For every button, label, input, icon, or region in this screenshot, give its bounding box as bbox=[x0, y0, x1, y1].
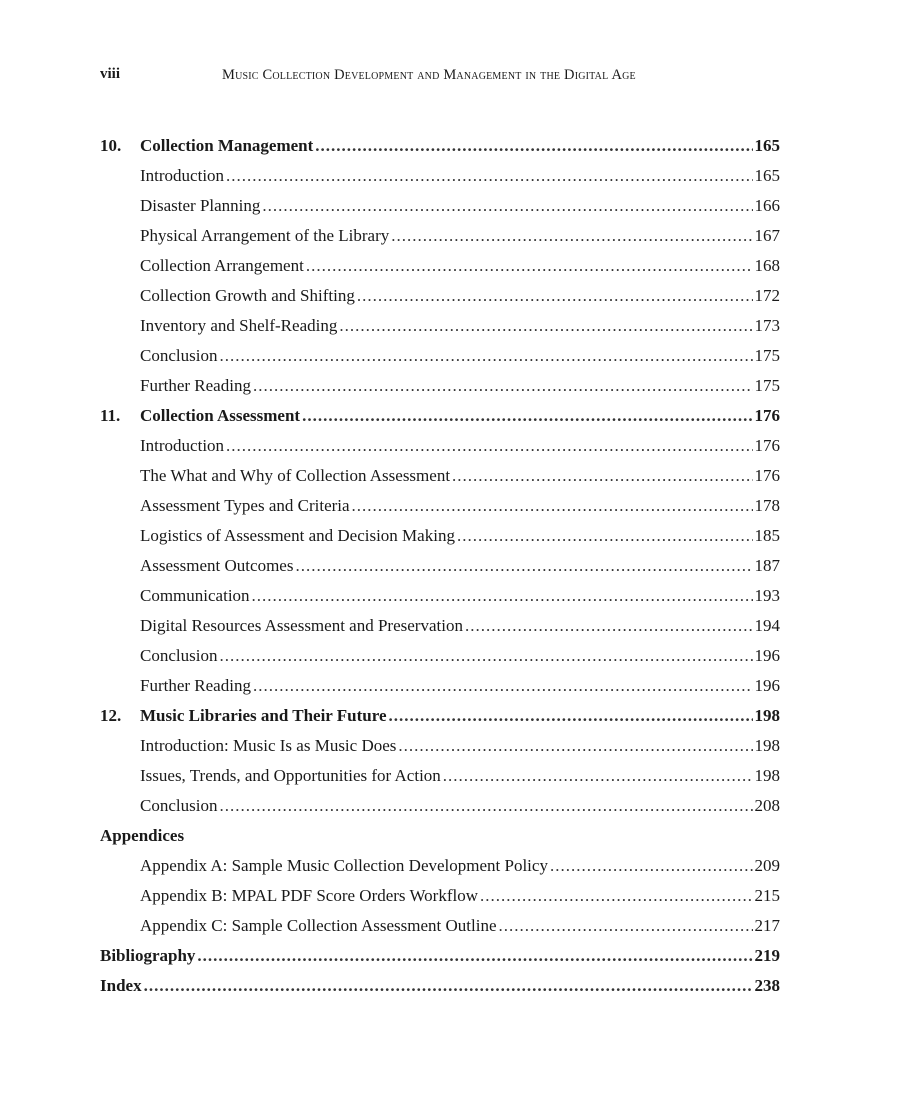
dot-leader bbox=[480, 886, 753, 906]
entry-title: Conclusion bbox=[140, 346, 218, 365]
entry-title: Conclusion bbox=[140, 646, 218, 665]
entry-page: 176 bbox=[754, 466, 780, 485]
toc-entry[interactable] bbox=[100, 431, 780, 461]
chapter-number: 11. bbox=[100, 406, 121, 425]
toc-entry[interactable] bbox=[100, 311, 780, 341]
chapter-title: Collection Assessment bbox=[140, 406, 301, 425]
dot-leader bbox=[452, 466, 752, 486]
entry-page: 198 bbox=[754, 766, 780, 785]
entry-page: 166 bbox=[754, 196, 780, 215]
toc-entry[interactable] bbox=[100, 251, 780, 281]
toc-entry[interactable] bbox=[100, 611, 780, 641]
chapter-number: 12. bbox=[100, 706, 122, 725]
dot-leader bbox=[253, 376, 753, 396]
entry-title: Bibliography bbox=[100, 946, 196, 965]
entry-page: 176 bbox=[754, 436, 780, 455]
entry-title: The What and Why of Collection Assessment bbox=[140, 466, 451, 485]
entry-page: 208 bbox=[754, 796, 780, 815]
entry-page: 219 bbox=[754, 946, 780, 965]
entry-page: 185 bbox=[754, 526, 780, 545]
entry-title: Logistics of Assessment and Decision Making bbox=[140, 526, 455, 545]
entry-title: Further Reading bbox=[140, 676, 251, 695]
dot-leader bbox=[339, 316, 752, 336]
appendices-heading bbox=[100, 821, 780, 851]
toc-entry[interactable] bbox=[100, 551, 780, 581]
entry-page: 193 bbox=[754, 586, 780, 605]
dot-leader bbox=[352, 496, 753, 516]
entry-page: 168 bbox=[754, 256, 780, 275]
dot-leader bbox=[389, 706, 753, 726]
entry-title: Physical Arrangement of the Library bbox=[140, 226, 390, 245]
chapter-12-entry[interactable] bbox=[100, 701, 780, 731]
dot-leader bbox=[253, 676, 753, 696]
entry-title: Digital Resources Assessment and Preservation bbox=[140, 616, 463, 635]
dot-leader bbox=[226, 436, 752, 456]
entry-page: 165 bbox=[754, 166, 780, 185]
toc-entry[interactable] bbox=[100, 461, 780, 491]
dot-leader bbox=[226, 166, 752, 186]
dot-leader bbox=[262, 196, 752, 216]
entry-page: 196 bbox=[754, 676, 780, 695]
entry-title: Issues, Trends, and Opportunities for Action bbox=[140, 766, 441, 785]
toc-entry[interactable] bbox=[100, 221, 780, 251]
appendix-entry[interactable] bbox=[100, 851, 780, 881]
dot-leader bbox=[465, 616, 753, 636]
entry-title: Index bbox=[100, 976, 142, 995]
entry-page: 173 bbox=[754, 316, 780, 335]
entry-title: Collection Growth and Shifting bbox=[140, 286, 355, 305]
toc-entry[interactable] bbox=[100, 281, 780, 311]
toc-entry[interactable] bbox=[100, 791, 780, 821]
toc-entry[interactable] bbox=[100, 371, 780, 401]
entry-page: 175 bbox=[754, 376, 780, 395]
entry-page: 167 bbox=[754, 226, 780, 245]
chapter-number: 10. bbox=[100, 136, 122, 155]
entry-page: 238 bbox=[754, 976, 780, 995]
entry-title: Collection Arrangement bbox=[140, 256, 304, 275]
dot-leader bbox=[306, 256, 753, 276]
toc-entry[interactable] bbox=[100, 191, 780, 221]
entry-title: Introduction bbox=[140, 166, 225, 185]
chapter-title: Music Libraries and Their Future bbox=[140, 706, 387, 725]
dot-leader bbox=[252, 586, 753, 606]
entry-page: 209 bbox=[754, 856, 780, 875]
dot-leader bbox=[219, 796, 752, 816]
toc-entry[interactable] bbox=[100, 761, 780, 791]
toc-entry[interactable] bbox=[100, 581, 780, 611]
chapter-page: 176 bbox=[754, 406, 780, 425]
entry-page: 215 bbox=[754, 886, 780, 905]
dot-leader bbox=[391, 226, 752, 246]
entry-title: Appendix C: Sample Collection Assessment Outline bbox=[140, 916, 497, 935]
toc-entry[interactable] bbox=[100, 641, 780, 671]
chapter-page: 165 bbox=[754, 136, 780, 155]
entry-page: 187 bbox=[754, 556, 780, 575]
entry-title: Assessment Outcomes bbox=[140, 556, 294, 575]
dot-leader bbox=[499, 916, 753, 936]
entry-title: Appendix A: Sample Music Collection Development Policy bbox=[140, 856, 548, 875]
page-number: viii bbox=[100, 66, 121, 82]
entry-title: Introduction bbox=[140, 436, 225, 455]
bibliography-entry[interactable] bbox=[100, 941, 780, 971]
index-entry[interactable] bbox=[100, 971, 780, 1001]
toc-entry[interactable] bbox=[100, 521, 780, 551]
chapter-title: Collection Management bbox=[140, 136, 314, 155]
toc-entry[interactable] bbox=[100, 491, 780, 521]
appendix-entry[interactable] bbox=[100, 881, 780, 911]
entry-page: 178 bbox=[754, 496, 780, 515]
table-of-contents bbox=[100, 131, 780, 1001]
dot-leader bbox=[550, 856, 753, 876]
chapter-page: 198 bbox=[754, 706, 780, 725]
entry-page: 194 bbox=[754, 616, 780, 635]
appendix-entry[interactable] bbox=[100, 911, 780, 941]
toc-entry[interactable] bbox=[100, 731, 780, 761]
entry-title: Assessment Types and Criteria bbox=[140, 496, 350, 515]
dot-leader bbox=[443, 766, 753, 786]
dot-leader bbox=[219, 646, 752, 666]
entry-title: Conclusion bbox=[140, 796, 218, 815]
entry-title: Introduction: Music Is as Music Does bbox=[140, 736, 397, 755]
entry-title: Appendix B: MPAL PDF Score Orders Workflow bbox=[140, 886, 478, 905]
entry-title: Disaster Planning bbox=[140, 196, 261, 215]
entry-page: 196 bbox=[754, 646, 780, 665]
toc-entry[interactable] bbox=[100, 671, 780, 701]
chapter-10-entry[interactable] bbox=[100, 131, 780, 161]
entry-page: 175 bbox=[754, 346, 780, 365]
dot-leader bbox=[295, 556, 752, 576]
entry-page: 217 bbox=[754, 916, 780, 935]
entry-page: 198 bbox=[754, 736, 780, 755]
dot-leader bbox=[144, 976, 753, 996]
entry-title: Further Reading bbox=[140, 376, 251, 395]
appendices-title: Appendices bbox=[100, 826, 185, 845]
running-head: Music Collection Development and Management in the Digital Age bbox=[222, 67, 636, 83]
dot-leader bbox=[357, 286, 753, 306]
entry-page: 172 bbox=[754, 286, 780, 305]
entry-title: Inventory and Shelf-Reading bbox=[140, 316, 338, 335]
dot-leader bbox=[219, 346, 752, 366]
dot-leader bbox=[457, 526, 753, 546]
entry-title: Communication bbox=[140, 586, 250, 605]
dot-leader bbox=[197, 946, 752, 966]
dot-leader bbox=[398, 736, 752, 756]
dot-leader bbox=[315, 136, 752, 156]
chapter-11-entry[interactable] bbox=[100, 401, 780, 431]
toc-entry[interactable] bbox=[100, 161, 780, 191]
toc-entry[interactable] bbox=[100, 341, 780, 371]
dot-leader bbox=[302, 406, 752, 426]
